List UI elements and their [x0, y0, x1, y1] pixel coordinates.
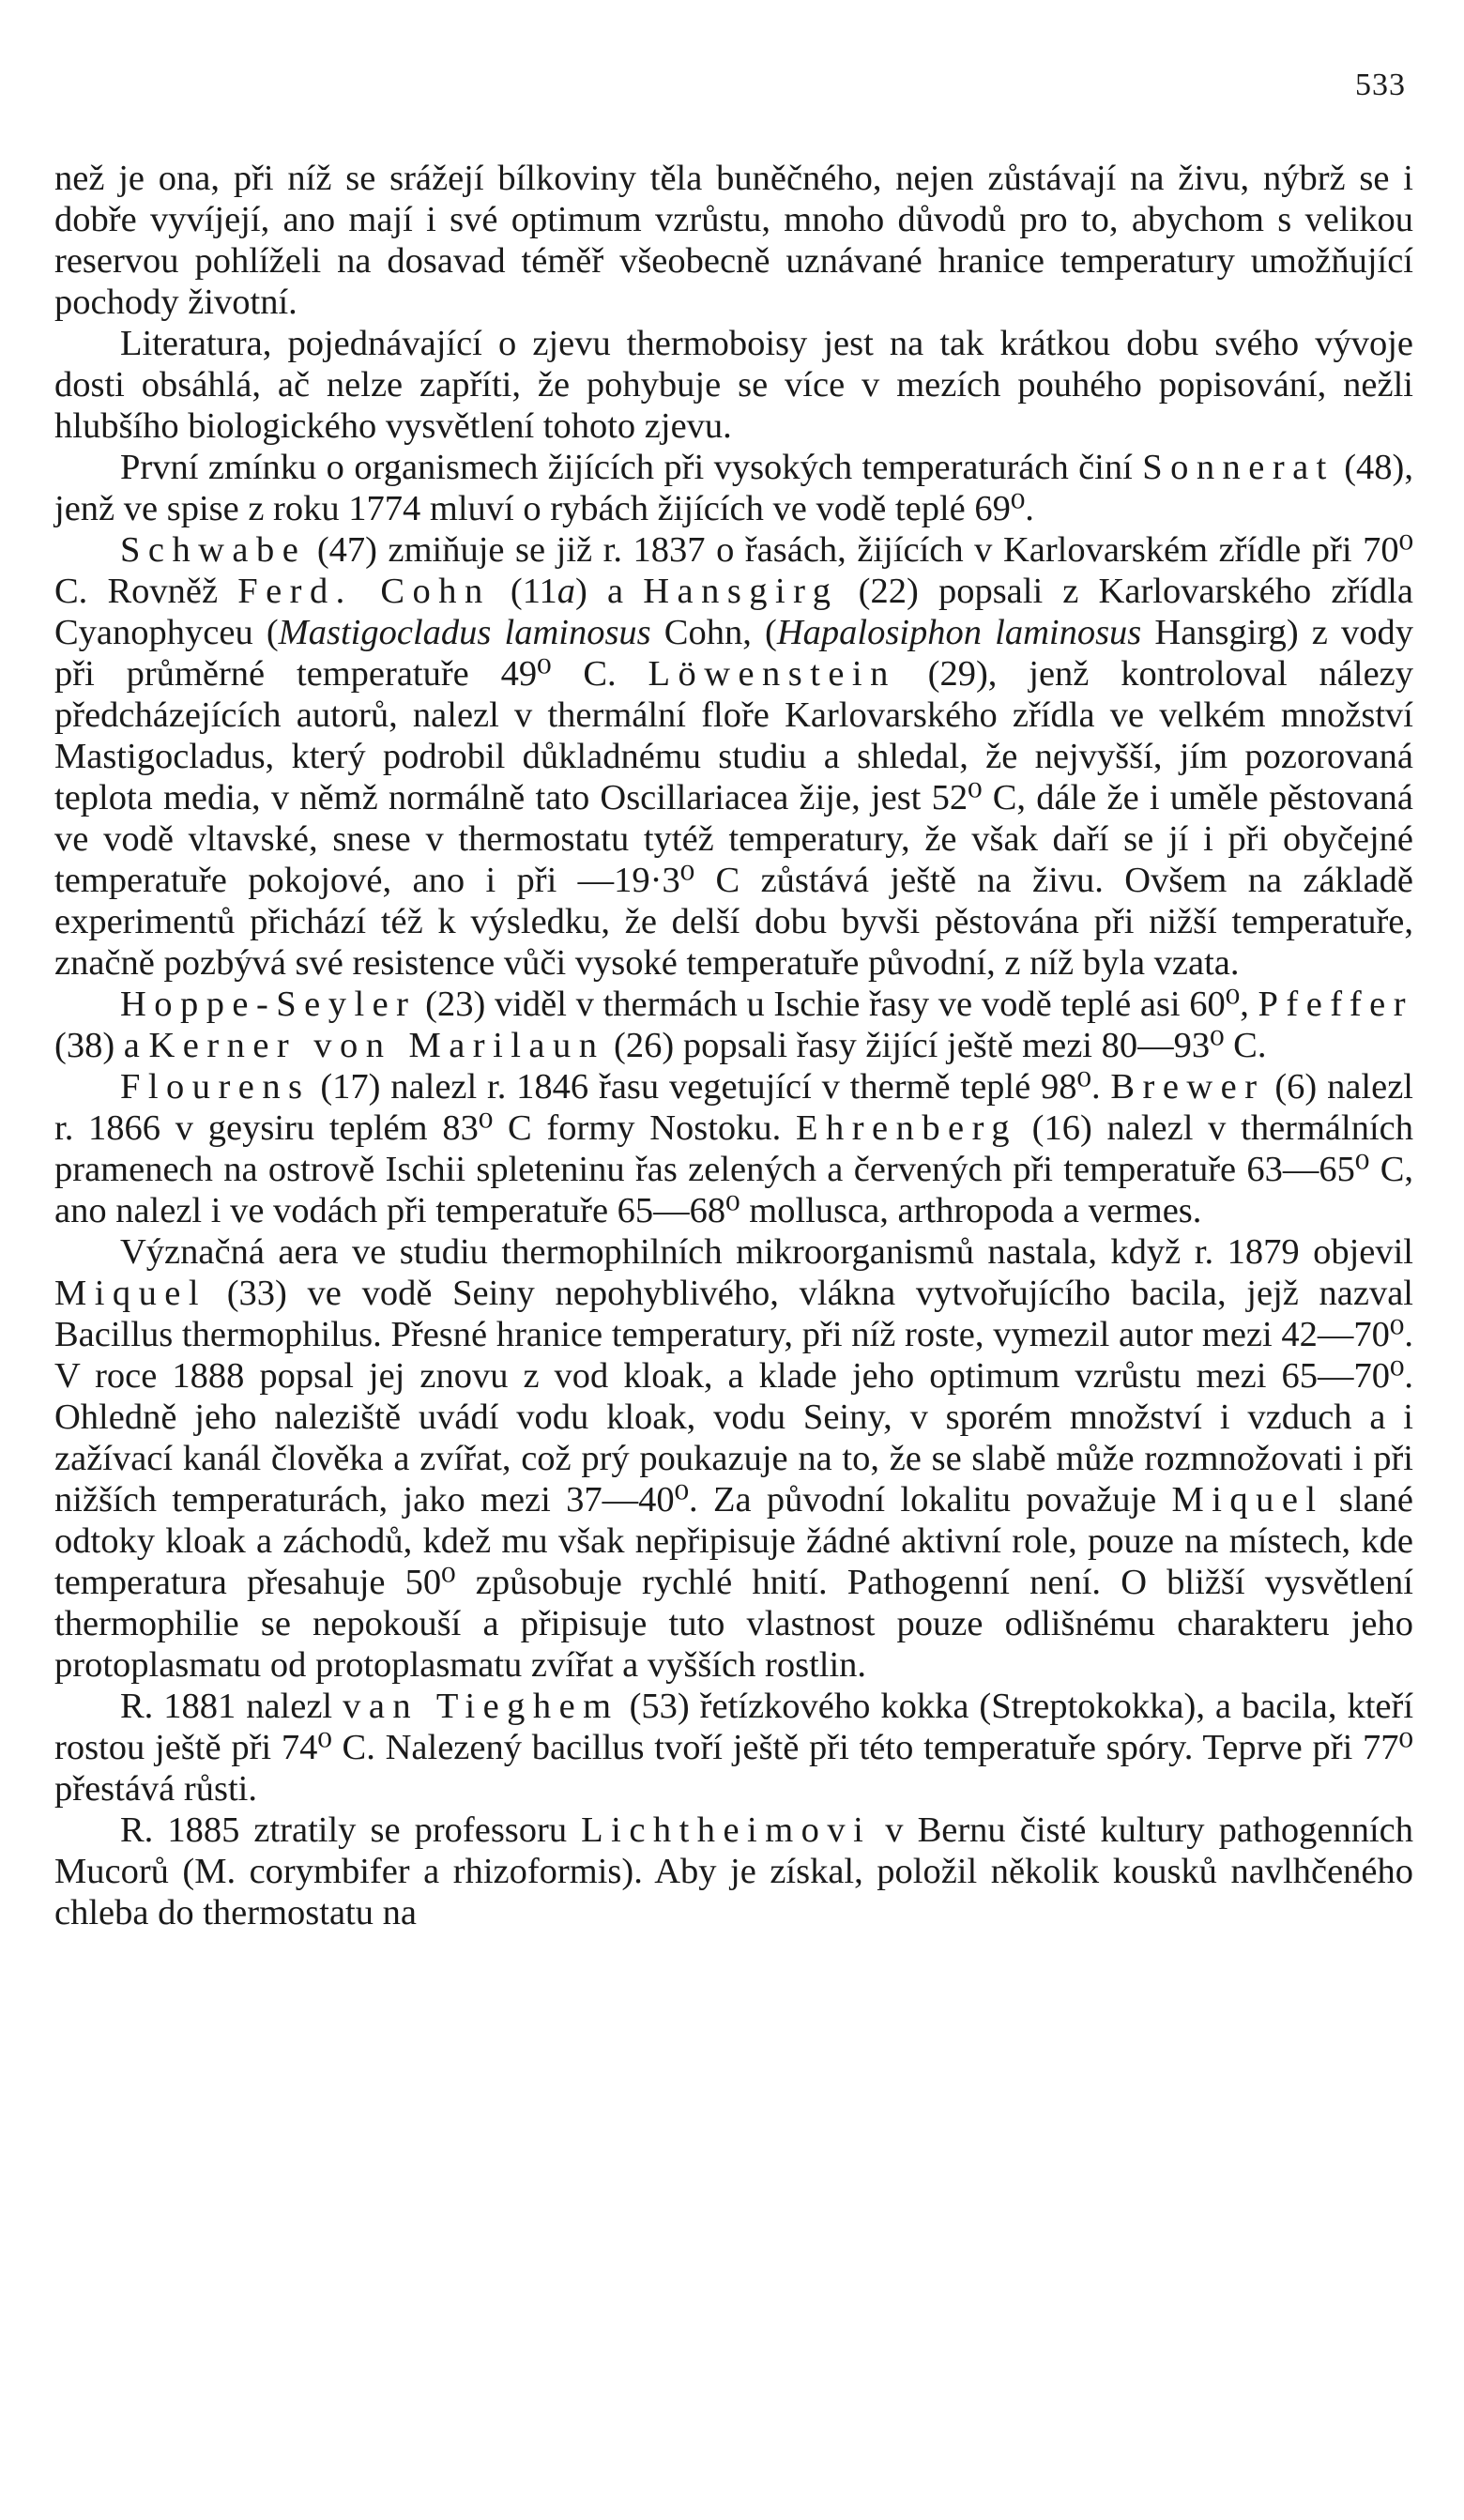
text-run: Cohn, (: [650, 613, 777, 652]
text-run: v Bernu čisté kultury pathogenních Mucorů (M. corymbifer a rhizoformis). Aby je získal, položil několik kousků navlhčeného chleba do thermostatu na: [54, 1810, 1413, 1932]
text-run: Hansgirg) z vody při průměrné temperatuře 49⁰ C.: [54, 613, 1414, 694]
author-name: Hoppe-Seyler: [120, 985, 417, 1024]
italic-text: Hapalosiphon laminosus: [776, 613, 1142, 652]
text-run: První zmínku o organismech žijících při vysokých temperaturách činí: [120, 448, 1143, 487]
text-run: Literatura, pojednávající o zjevu thermoboisy jest na tak krátkou dobu svého vývoje dosti obsáhlá, ač nelze zapříti, že pohybuje se více v mezích pouhého popisování, nežli hlubšího biologického vysvětlení tohoto zjevu.: [54, 324, 1413, 446]
author-name: Flourens: [120, 1067, 311, 1107]
text-run: (16) nalezl v thermálních pramenech na ostrově Ischii spleteninu řas zelených a červených při temperatuře 63—65⁰ C, ano nalezl i ve vodách při temperatuře 65—68⁰ mollusca, arthropoda a vermes.: [54, 1108, 1414, 1230]
italic-text: a: [557, 572, 576, 611]
paragraph: [54, 447, 1413, 529]
author-name: Pfeffer: [1258, 985, 1413, 1024]
text-run: (23) viděl v thermách u Ischie řasy ve vodě teplé asi 60⁰,: [416, 985, 1258, 1024]
author-name: Schwabe: [120, 530, 307, 570]
text-run: (29), jenž kontroloval nálezy předcházejících autorů, nalezl v thermální floře Karlovarského zřídla ve velkém množství Mastigocladus, který podrobil důkladnému studiu a shledal, že nejvyšší, jím pozorovaná teplota media, v němž normálně tato Oscillariacea žije, jest 52⁰ C, dále že i uměle pěstovaná ve vodě vltavské, snese v thermostatu tytéž temperatury, že však daří se jí i při obyčejné temperatuře pokojové, ano i při —19·3⁰ C zůstává ještě na živu. Ovšem na základě experimentů přichází též k výsledku, že delší dobu byvši pěstována při nižší temperatuře, značně pozbývá své resistence vůči vysoké temperatuře původní, z níž byla vzata.: [54, 654, 1413, 983]
text-run: (38) a: [54, 1026, 149, 1065]
author-name: van Tieghem: [343, 1687, 619, 1726]
text-run: (47) zmiňuje se již r. 1837 o řasách, žijících v Karlovarském zřídle při 70⁰ C. Rovněž: [54, 530, 1413, 611]
body-text: [54, 158, 1413, 1933]
author-name: Ferd. Cohn: [237, 572, 491, 611]
page-number: 533: [1355, 68, 1406, 102]
text-run: R. 1885 ztratily se professoru: [120, 1810, 582, 1850]
author-name: Lichtheimovi: [581, 1810, 872, 1850]
text-run: (6) nalezl r. 1866 v geysiru teplém 83⁰ C formy Nostoku.: [54, 1067, 1413, 1148]
italic-text: Mastigocladus laminosus: [278, 613, 651, 652]
author-name: Brewer: [1110, 1067, 1265, 1107]
text-run: (53) řetízkového kokka (Streptokokka), a bacila, kteří rostou ještě při 74⁰ C. Nalezený bacillus tvoří ještě při této temperatuře spóry. Teprve při 77⁰ přestává růsti.: [54, 1687, 1414, 1809]
author-name: Kerner von Marilaun: [148, 1026, 605, 1065]
text-run: (22) popsali z Karlovarského zřídla Cyanophyceu (: [54, 572, 1413, 652]
text-run: (33) ve vodě Seiny nepohyblivého, vlákna vytvořujícího bacila, jejž nazval Bacillus thermophilus. Přesné hranice temperatury, při níž roste, vymezil autor mezi 42—70⁰. V roce 1888 popsal jej znovu z vod kloak, a klade jeho optimum vzrůstu mezi 65—70⁰. Ohledně jeho naleziště uvádí vodu kloak, vodu Seiny, v sporém množství i vzduch a i zažívací kanál člověka a zvířat, což prý poukazuje na to, že se slabě může rozmnožovati i při nižších temperaturách, jako mezi 37—40⁰. Za původní lokalitu považuje: [54, 1274, 1413, 1520]
author-name: Ehrenberg: [796, 1108, 1017, 1148]
text-run: ) a: [575, 572, 644, 611]
paragraph: [54, 158, 1413, 323]
text-run: R. 1881 nalezl: [120, 1687, 343, 1726]
author-name: Löwenstein: [648, 654, 896, 694]
paragraph: [54, 984, 1413, 1066]
author-name: Miquel: [1171, 1480, 1324, 1520]
paragraph: [54, 1686, 1413, 1810]
text-run: (11: [490, 572, 557, 611]
author-name: Miquel: [54, 1274, 207, 1313]
paragraph: [54, 1066, 1413, 1231]
text-run: (26) popsali řasy žijící ještě mezi 80—93⁰ C.: [604, 1026, 1267, 1065]
author-name: Hansgirg: [643, 572, 839, 611]
text-run: (48), jenž ve spise z roku 1774 mluví o rybách žijících ve vodě teplé 69⁰.: [54, 448, 1413, 528]
text-run: než je ona, při níž se srážejí bílkoviny těla buněčného, nejen zůstávají na živu, nýbrž se i dobře vyvíjejí, ano mají i své optimum vzrůstu, mnoho důvodů pro to, abychom s velikou reservou pohlíželi na dosavad téměř všeobecně uznávané hranice temperatury umožňující pochody životní.: [54, 159, 1413, 322]
paragraph: [54, 1231, 1413, 1686]
text-run: Význačná aera ve studiu thermophilních mikroorganismů nastala, když r. 1879 objevil: [120, 1232, 1413, 1272]
paragraph: [54, 1810, 1413, 1933]
text-run: (17) nalezl r. 1846 řasu vegetující v thermě teplé 98⁰.: [310, 1067, 1111, 1107]
author-name: Sonnerat: [1142, 448, 1334, 487]
text-run: slané odtoky kloak a záchodů, kdež mu však nepřipisuje žádné aktivní role, pouze na místech, kde temperatura přesahuje 50⁰ způsobuje rychlé hnití. Pathogenní není. O bližší vysvětlení thermophilie se nepokouší a připisuje tuto vlastnost pouze odlišnému charakteru jeho protoplasmatu od protoplasmatu zvířat a vyšších rostlin.: [54, 1480, 1413, 1685]
paragraph: [54, 323, 1413, 447]
paragraph: [54, 529, 1413, 984]
